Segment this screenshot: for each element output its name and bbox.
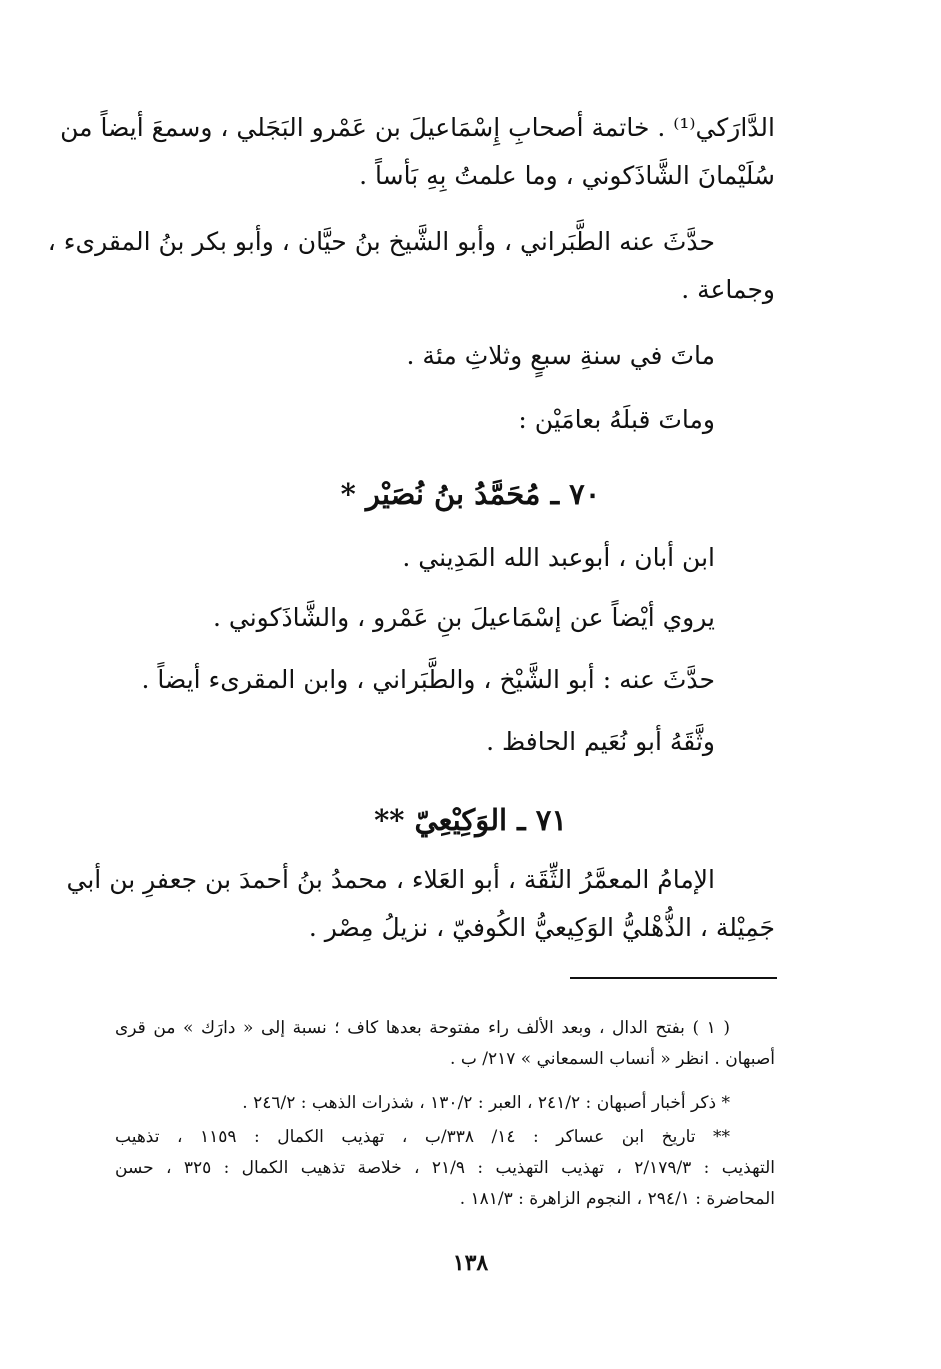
footnote-separator bbox=[570, 977, 777, 979]
entry-heading: ٧٠ ـ مُحَمَّدُ بنُ نُصَيْر * bbox=[340, 477, 601, 511]
text-line: حدَّثَ عنه الطَّبَراني ، وأبو الشَّيخ بنُ حيَّان ، وأبو بكر بنُ المقرىء ، bbox=[47, 227, 715, 256]
text-line: جَمِيْلة ، الذُّهْليُّ الوَكِيعيُّ الكُوفيّ ، نزيلُ مِصْر . bbox=[308, 913, 775, 942]
text-line: الدَّارَكي⁽¹⁾ . خاتمة أصحابِ إِسْمَاعيلَ بن عَمْرو البَجَلي ، وسمعَ أيضاً من bbox=[60, 113, 775, 142]
text-line: وماتَ قبلَهُ بعامَيْن : bbox=[518, 405, 715, 434]
footnote-line: ( ١ ) بفتح الدال ، وبعد الألف راء مفتوحة بعدها كاف ؛ نسبة إلى « دارَك » من قرى bbox=[115, 1018, 730, 1038]
text-line: وثَّقَهُ أبو نُعَيم الحافظ . bbox=[486, 727, 715, 756]
entry-heading: ٧١ ـ الوَكِيْعِيّ ** bbox=[374, 803, 567, 837]
text-line: حدَّثَ عنه : أبو الشَّيْخ ، والطَّبَراني ، وابن المقرىء أيضاً . bbox=[141, 665, 715, 694]
text-line: وجماعة . bbox=[681, 275, 775, 304]
text-line: الإمامُ المعمَّرُ الثِّقَة ، أبو العَلاء ، محمدُ بنُ أحمدَ بن جعفرِ بن أبي bbox=[66, 865, 715, 894]
footnote-line: التهذيب : ٢/١٧٩/٣ ، تهذيب التهذيب : ٢١/٩ ، خلاصة تذهيب الكمال : ٣٢٥ ، حسن bbox=[115, 1158, 775, 1178]
page-number: ١٣٨ bbox=[452, 1250, 489, 1276]
text-line: ماتَ في سنةِ سبعٍ وثلاثِ مئة . bbox=[406, 341, 715, 370]
text-line: يروي أيْضاً عن إسْمَاعيلَ بنِ عَمْرو ، والشَّاذَكوني . bbox=[212, 603, 715, 632]
footnote-line: * ذكر أخبار أصبهان : ٢٤١/٢ ، العبر : ١٣٠/٢ ، شذرات الذهب : ٢٤٦/٢ . bbox=[242, 1093, 730, 1113]
text-line: سُلَيْمانَ الشَّاذَكوني ، وما علمتُ بِهِ بَأساً . bbox=[359, 161, 775, 190]
footnote-line: المحاضرة : ٢٩٤/١ ، النجوم الزاهرة : ١٨١/٣ . bbox=[459, 1189, 775, 1209]
text-line: ابن أبان ، أبوعبد الله المَدِيني . bbox=[402, 543, 715, 572]
footnote-line: أصبهان . انظر « أنساب السمعاني » ٢١٧/ ب . bbox=[450, 1049, 775, 1069]
footnote-line: ** تاريخ ابن عساكر : ١٤/ ٣٣٨/ب ، تهذيب الكمال : ١١٥٩ ، تذهيب bbox=[115, 1127, 730, 1147]
